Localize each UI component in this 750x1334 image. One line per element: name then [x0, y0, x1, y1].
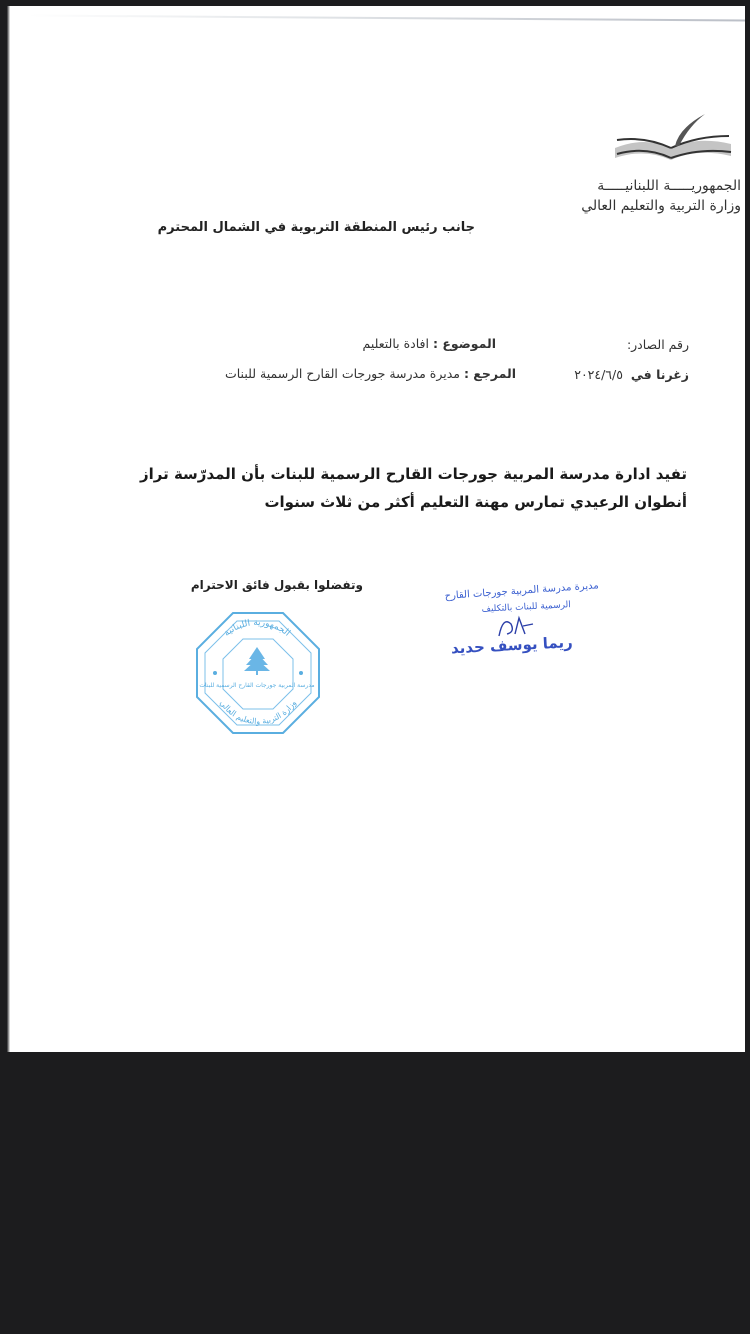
ministry-name: وزارة التربية والتعليم العالي: [581, 198, 741, 214]
ministry-logo-icon: [605, 110, 735, 166]
addressee-line: جانب رئيس المنطقة التربوية في الشمال المحترم: [157, 220, 475, 235]
official-seal: [191, 609, 323, 737]
seal-bottom-text: وزارة التربية والتعليم العالي: [217, 698, 298, 727]
reference-line: [225, 366, 516, 381]
closing-line: وتفضلوا بقبول فائق الاحترام: [190, 578, 363, 592]
seal-top-text: الجمهورية اللبنانية: [222, 617, 292, 639]
page-edge-shadow: [7, 6, 10, 1052]
subject-line: [363, 336, 496, 351]
signature-name: ريما يوسف حديد: [450, 633, 574, 658]
subject-value: افادة بالتعليم: [362, 336, 429, 351]
signature-stamp: [431, 578, 601, 660]
cedar-tree-icon: [244, 647, 270, 675]
scan-artifact-line: [27, 14, 745, 21]
reference-label: المرجع :: [463, 366, 516, 381]
signature-stamp-line1: مديرة مدرسة المربية جورجات القارح: [444, 580, 600, 602]
document-page[interactable]: [7, 6, 745, 1052]
date-value: ٢٠٢٤/٦/٥: [574, 367, 623, 382]
handwritten-initials: [499, 618, 533, 636]
reference-number-label: رقم الصادر:: [626, 337, 689, 352]
republic-name: الجمهوريـــــة اللبنانيـــــة: [597, 178, 741, 194]
subject-label: الموضوع :: [432, 336, 496, 351]
date-label: زغرنا في: [630, 367, 689, 382]
signature-stamp-line2: الرسمية للبنات بالتكليف: [481, 600, 572, 615]
date-line: [574, 367, 689, 382]
reference-value: مديرة مدرسة جورجات القارح الرسمية للبنات: [224, 366, 460, 381]
certificate-body: تفيد ادارة مدرسة المربية جورجات القارح الرسمية للبنات بأن المدرّسة تراز أنطوان الرعيدي تمارس مهنة التعليم أكثر من ثلاث سنوات: [140, 465, 687, 511]
seal-center-text: مدرسة المربية جورجات القارح الرسمية للبنات: [199, 682, 315, 689]
